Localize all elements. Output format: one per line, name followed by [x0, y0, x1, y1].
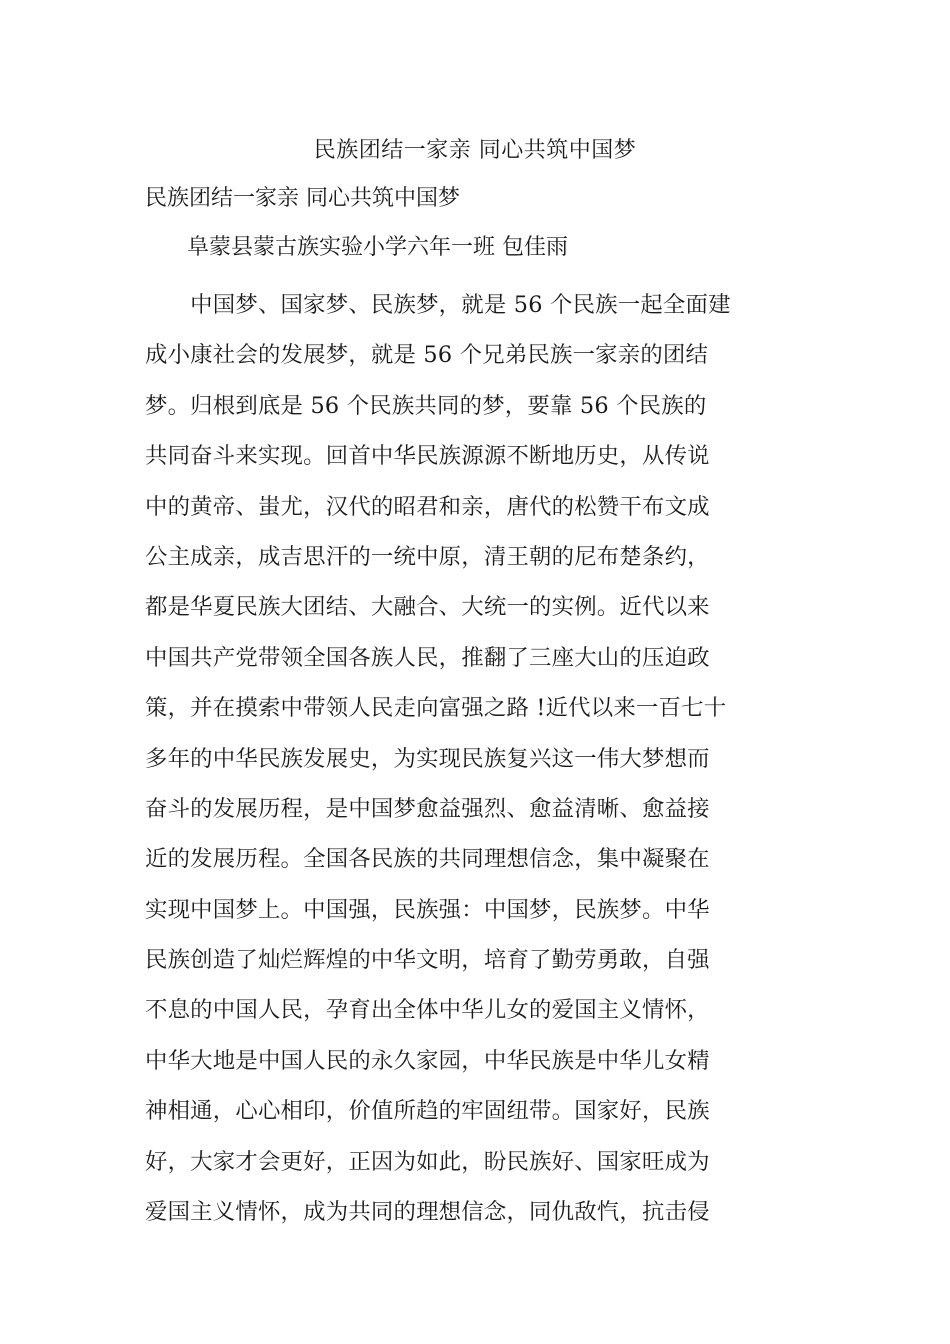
document-title: 民族团结一家亲 同心共筑中国梦 [313, 138, 637, 163]
body-line: 策，并在摸索中带领人民走向富强之路 !近代以来一百七十 [145, 695, 727, 722]
body-text [145, 280, 731, 1237]
body-line: 中华大地是中国人民的永久家园，中华民族是中华儿女精 [145, 1047, 710, 1074]
body-line: 不息的中国人民，孕育出全体中华儿女的爱国主义情怀， [145, 997, 710, 1024]
body-line: 多年的中华民族发展史，为实现民族复兴这一伟大梦想而 [145, 745, 710, 772]
body-line: 实现中国梦上。中国强，民族强：中国梦，民族梦。中华 [145, 896, 710, 923]
body-line: 共同奋斗来实现。回首中华民族源源不断地历史，从传说 [145, 443, 710, 470]
body-line: 神相通，心心相印，价值所趋的牢固纽带。国家好，民族 [145, 1098, 710, 1125]
body-line: 成小康社会的发展梦，就是 56 个兄弟民族一家亲的团结 [145, 342, 709, 369]
author-line: 阜蒙县蒙古族实验小学六年一班 包佳雨 [187, 235, 568, 260]
body-line: 公主成亲，成吉思汗的一统中原，清王朝的尼布楚条约， [145, 543, 710, 570]
body-line: 好，大家才会更好，正因为如此，盼民族好、国家旺成为 [145, 1148, 710, 1175]
body-line: 爱国主义情怀，成为共同的理想信念，同仇敌忾，抗击侵 [145, 1199, 710, 1226]
document-subtitle: 民族团结一家亲 同心共筑中国梦 [145, 186, 460, 211]
body-line: 中的黄帝、蚩尤，汉代的昭君和亲，唐代的松赞干布文成 [145, 493, 710, 520]
body-line: 奋斗的发展历程，是中国梦愈益强烈、愈益清晰、愈益接 [145, 795, 710, 822]
body-line: 梦。归根到底是 56 个民族共同的梦，要靠 56 个民族的 [145, 392, 707, 419]
body-line: 民族创造了灿烂辉煌的中华文明，培育了勤劳勇敢，自强 [145, 947, 710, 974]
body-line: 中国梦、国家梦、民族梦，就是 56 个民族一起全面建 [145, 292, 731, 318]
body-line: 中国共产党带领全国各族人民，推翻了三座大山的压迫政 [145, 644, 710, 671]
body-line: 都是华夏民族大团结、大融合、大统一的实例。近代以来 [145, 594, 710, 621]
body-line: 近的发展历程。全国各民族的共同理想信念，集中凝聚在 [145, 846, 710, 873]
